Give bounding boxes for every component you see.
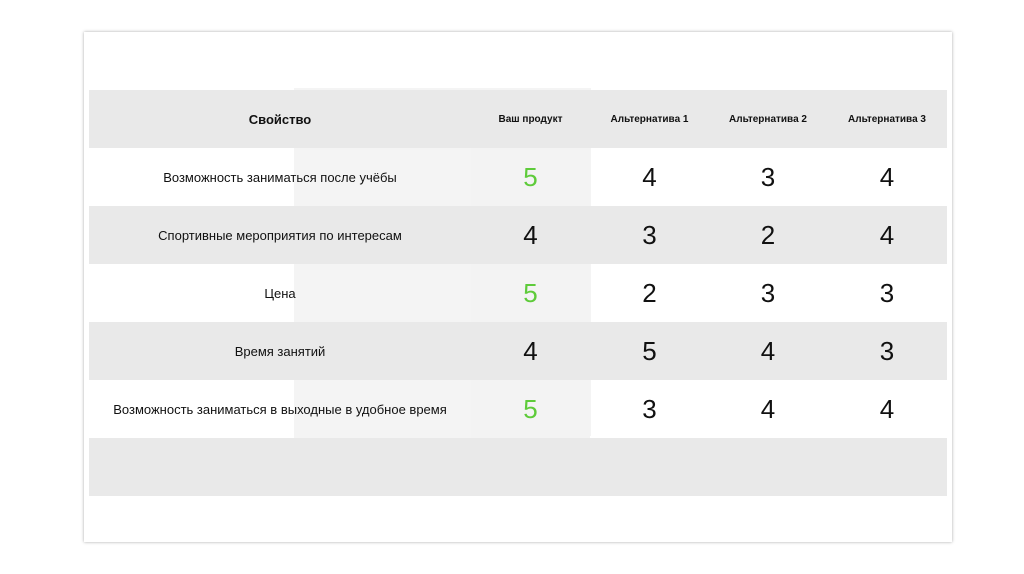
row-property: Цена [264,285,296,301]
score-alternative-1: 3 [642,393,657,424]
table-row [89,148,947,206]
score-your-product: 4 [471,206,590,264]
header-alternative-2: Альтернатива 2 [729,113,807,125]
score-alternative-1: 5 [642,335,657,366]
slide [84,32,952,542]
row-property: Возможность заниматься после учёбы [163,169,397,185]
table-row [89,322,947,380]
table-row-empty [89,438,947,496]
table-row [89,206,947,264]
score-your-product: 5 [471,380,590,438]
header-your-product: Ваш продукт [498,113,563,125]
header-property: Свойство [248,111,312,127]
score-alternative-3: 3 [879,335,895,366]
score-your-product: 4 [471,322,590,380]
table-row [89,380,947,438]
score-alternative-2: 3 [760,161,776,192]
header-alternative-3: Альтернатива 3 [848,113,926,125]
row-property: Спортивные мероприятия по интересам [158,227,402,243]
row-property: Возможность заниматься в выходные в удобное время [113,401,447,417]
table-row [89,264,947,322]
score-alternative-3: 4 [879,393,895,424]
score-alternative-1: 4 [642,161,657,192]
comparison-table [89,90,947,496]
score-alternative-3: 4 [879,219,895,250]
score-your-product: 5 [471,148,590,206]
score-alternative-2: 4 [760,393,776,424]
score-alternative-2: 4 [760,335,776,366]
row-property: Время занятий [234,343,326,359]
score-alternative-1: 3 [642,219,657,250]
table-header-row [89,90,947,148]
score-alternative-3: 4 [879,161,895,192]
score-your-product: 5 [471,264,590,322]
header-alternative-1: Альтернатива 1 [610,113,689,125]
score-alternative-2: 2 [760,219,776,250]
score-alternative-3: 3 [879,277,895,308]
score-alternative-2: 3 [760,277,776,308]
score-alternative-1: 2 [642,277,657,308]
